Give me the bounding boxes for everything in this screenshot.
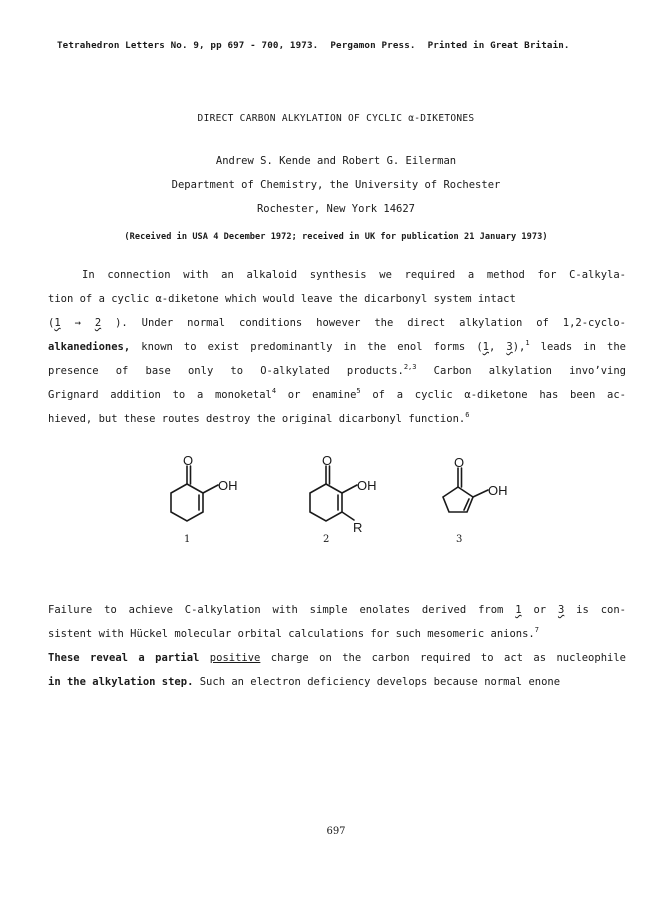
para2-line4: in the alkylation step. Such an electron deficiency develops because normal enone <box>48 676 561 688</box>
journal-citation: Tetrahedron Letters No. 9, pp 697 - 700, 1973. <box>57 40 319 51</box>
compound-label: 3 <box>456 534 463 545</box>
oxygen-atom: O <box>322 455 333 468</box>
para1-line3: (1 → 2 ). Under normal conditions however the direct alkylation of 1,2-cyclo- <box>48 317 626 329</box>
compound-ref: 3 <box>557 604 565 616</box>
para1-line1: In connection with an alkaloid synthesis we required a method for C-alkyla- <box>82 269 626 281</box>
structure-3 <box>443 468 488 512</box>
compound-ref: 2 <box>94 317 102 329</box>
oxygen-atom: O <box>454 455 465 470</box>
publisher: Pergamon Press. <box>330 40 416 51</box>
compound-ref: 1 <box>54 317 61 329</box>
footnote-ref: 7 <box>534 626 539 634</box>
footnote-ref: 6 <box>465 411 470 419</box>
emphasis-positive: positive <box>209 652 261 664</box>
r-group: R <box>353 520 363 535</box>
page-number: 697 <box>326 826 346 837</box>
para1-line4: alkanediones, known to exist predominantly in the enol forms (1, 3),$^1$ leads in the <box>48 339 626 353</box>
footnote-ref: 4 <box>271 387 277 395</box>
para1-line5: presence of base only to O-alkylated products.$^{2,3}$ Carbon alkylation invoʼving <box>48 363 626 377</box>
compound-ref: 3 <box>506 341 513 353</box>
para2-line1: Failure to achieve C-alkylation with simple enolates derived from 1 or 3 is con- <box>48 604 626 616</box>
compound-label: 2 <box>323 534 330 545</box>
compound-ref: 1 <box>515 604 522 616</box>
affiliation-department: Department of Chemistry, the University of Rochester <box>171 179 501 191</box>
running-header <box>57 40 582 51</box>
para2-line3: These reveal a partial positive charge on the carbon required to act as nucleophile <box>48 652 626 664</box>
structure-2 <box>310 466 357 521</box>
para1-line6: Grignard addition to a monoketal$^4$ or enamine$^5$ of a cyclic α-diketone has been ac- <box>48 387 626 401</box>
authors: Andrew S. Kende and Robert G. Eilerman <box>215 155 457 167</box>
article-title: DIRECT CARBON ALKYLATION OF CYCLIC α-DIKETONES <box>197 113 475 124</box>
oxygen-atom: O <box>183 455 194 468</box>
affiliation-city: Rochester, New York 14627 <box>256 203 416 215</box>
para2-line2: sistent with Hückel molecular orbital calculations for such mesomeric anions.$^7$ <box>48 626 539 640</box>
compound-ref: 1 <box>482 341 489 353</box>
para1-line2: tion of a cyclic α-diketone which would leave the dicarbonyl system intact <box>48 293 516 305</box>
hydroxyl-group: OH <box>488 483 508 498</box>
chemical-structures <box>150 455 530 555</box>
hydroxyl-group: OH <box>357 478 377 493</box>
para1-line7: hieved, but these routes destroy the original dicarbonyl function.$^6$ <box>48 411 470 425</box>
compound-label: 1 <box>184 534 191 545</box>
printed-in: Printed in Great Britain. <box>427 40 570 51</box>
hydroxyl-group: OH <box>218 478 238 493</box>
footnote-ref: 1 <box>525 339 530 347</box>
received-dates: (Received in USA 4 December 1972; received in UK for publication 21 January 1973) <box>124 232 548 242</box>
footnote-ref: 5 <box>356 387 361 395</box>
structure-1 <box>171 466 218 521</box>
footnote-ref: 2,3 <box>403 363 417 371</box>
